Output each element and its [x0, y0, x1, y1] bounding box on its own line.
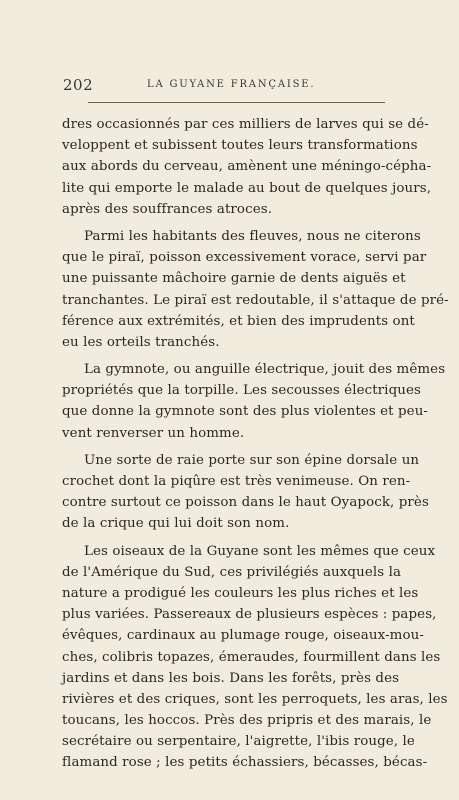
text-line: nature a prodigué les couleurs les plus riches et les: [62, 585, 419, 601]
text-line: Parmi les habitants des fleuves, nous ne citerons: [84, 228, 421, 244]
text-line: tranchantes. Le piraï est redoutable, il s'attaque de pré-: [62, 292, 449, 308]
text-line: de l'Amérique du Sud, ces privilégiés auxquels la: [62, 564, 402, 580]
text-line: vent renverser un homme.: [62, 425, 245, 441]
text-line: veloppent et subissent toutes leurs transformations: [62, 138, 418, 154]
body-text: [62, 114, 449, 774]
text-line: ches, colibris topazes, émeraudes, fourmillent dans les: [62, 649, 441, 665]
text-line: Les oiseaux de la Guyane sont les mêmes que ceux: [84, 543, 436, 559]
text-line: férence aux extrémités, et bien des imprudents ont: [62, 313, 415, 329]
text-line: propriétés que la torpille. Les secousses électriques: [62, 383, 421, 399]
text-line: dres occasionnés par ces milliers de larves qui se dé-: [62, 117, 429, 132]
text-line: que donne la gymnote sont des plus violentes et peu-: [62, 404, 429, 420]
text-line: évêques, cardinaux au plumage rouge, oiseaux-mou-: [62, 628, 424, 644]
text-line: contre surtout ce poisson dans le haut Oyapock, près: [62, 495, 429, 511]
page-number: 202: [63, 76, 94, 94]
text-line: Une sorte de raie porte sur son épine dorsale un: [84, 452, 420, 468]
paragraph: [62, 226, 449, 353]
text-line: après des souffrances atroces.: [62, 201, 273, 217]
text-line: La gymnote, ou anguille électrique, jouit des mêmes: [84, 362, 446, 378]
text-line: flamand rose ; les petits échassiers, bécasses, bécas-: [62, 755, 428, 771]
text-line: rivières et des criques, sont les perroquets, les aras, les: [62, 691, 448, 707]
text-line: aux abords du cerveau, amènent une méningo-cépha-: [62, 159, 432, 175]
text-line: secrétaire ou serpentaire, l'aigrette, l'ibis rouge, le: [62, 734, 415, 750]
text-line: que le piraï, poisson excessivement vorace, servi par: [62, 250, 427, 266]
paragraph: [62, 114, 432, 220]
text-line: lite qui emporte le malade au bout de quelques jours,: [62, 180, 432, 196]
text-line: plus variées. Passereaux de plusieurs espèces : papes,: [62, 607, 437, 623]
running-title: LA GUYANE FRANÇAISE.: [147, 79, 316, 90]
paragraph: [62, 450, 429, 535]
page-header: [63, 76, 388, 96]
text-line: une puissante mâchoire garnie de dents aiguës et: [62, 271, 406, 287]
text-line: jardins et dans les bois. Dans les forêts, près des: [62, 670, 400, 686]
paragraph: [62, 359, 446, 444]
text-line: eu les orteils tranchés.: [62, 334, 220, 350]
text-line: de la crique qui lui doit son nom.: [62, 516, 290, 532]
header-rule: [88, 102, 385, 103]
text-line: toucans, les hoccos. Près des pripris et des marais, le: [62, 713, 432, 729]
text-line: crochet dont la piqûre est très venimeuse. On ren-: [62, 474, 411, 489]
paragraph: [62, 541, 448, 774]
